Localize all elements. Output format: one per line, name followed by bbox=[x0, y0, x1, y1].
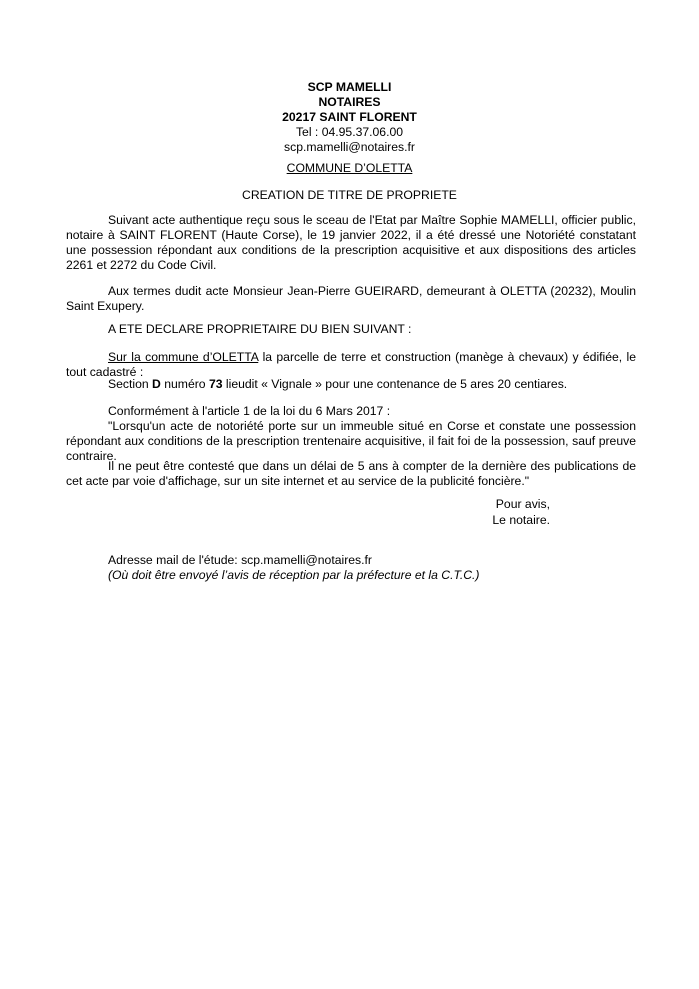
document-title: CREATION DE TITRE DE PROPRIETE bbox=[242, 188, 457, 202]
commune-text: COMMUNE D’OLETTA bbox=[286, 161, 413, 175]
numero-label: numéro bbox=[160, 377, 209, 391]
paragraph-property bbox=[66, 350, 636, 380]
section-label: Section bbox=[108, 377, 153, 391]
commune-heading bbox=[0, 161, 699, 175]
law-quote: "Lorsqu'un acte de notoriété porte sur un immeuble situé en Corse et constate une possession répondant aux conditions de la prescription trentenaire acquisitive, il fait foi de la possession, sauf preuve contraire. bbox=[66, 419, 636, 463]
paragraph-deed: Suivant acte authentique reçu sous le sceau de l'Etat par Maître Sophie MAMELLI, officier public, notaire à SAINT FLORENT (Haute Corse), le 19 janvier 2022, il a été dressé une Notoriété constatant une possession répondant aux conditions de la prescription acquisitive et aux dispositions des articles 2261 et 2272 du Code Civil. bbox=[66, 213, 636, 272]
closing-avis: Pour avis, bbox=[495, 497, 550, 511]
cadastre-line bbox=[108, 377, 567, 392]
letterhead bbox=[0, 80, 699, 155]
declaration-heading: A ETE DECLARE PROPRIETAIRE DU BIEN SUIVANT : bbox=[108, 322, 412, 336]
law-contest: Il ne peut être contesté que dans un délai de 5 ans à compter de la dernière des publications de cet acte par voie d'affichage, sur un site internet et au service de la publicité foncière." bbox=[66, 459, 636, 488]
property-commune: Sur la commune d’OLETTA bbox=[108, 350, 259, 364]
section-value: D bbox=[152, 377, 161, 391]
closing-notaire: Le notaire. bbox=[492, 513, 550, 527]
footer-email: Adresse mail de l'étude: scp.mamelli@notaires.fr bbox=[108, 553, 372, 567]
cadastre-rest: lieudit « Vignale » pour une contenance de 5 ares 20 centiares. bbox=[222, 377, 568, 391]
footer-note: (Où doit être envoyé l’avis de réception par la préfecture et la C.T.C.) bbox=[108, 568, 480, 582]
firm-address: 20217 SAINT FLORENT bbox=[282, 110, 417, 124]
law-intro: Conformément à l'article 1 de la loi du 6 Mars 2017 : bbox=[108, 404, 391, 418]
numero-value: 73 bbox=[208, 377, 223, 391]
firm-email: scp.mamelli@notaires.fr bbox=[284, 140, 415, 154]
firm-phone: Tel : 04.95.37.06.00 bbox=[295, 125, 404, 139]
paragraph-owner: Aux termes dudit acte Monsieur Jean-Pierre GUEIRARD, demeurant à OLETTA (20232), Moulin Saint Exupery. bbox=[66, 284, 636, 313]
firm-name: SCP MAMELLI bbox=[307, 80, 392, 94]
firm-title: NOTAIRES bbox=[318, 95, 381, 109]
property-description: la parcelle de terre et construction (manège à chevaux) y édifiée, le tout cadastré : bbox=[66, 350, 636, 379]
